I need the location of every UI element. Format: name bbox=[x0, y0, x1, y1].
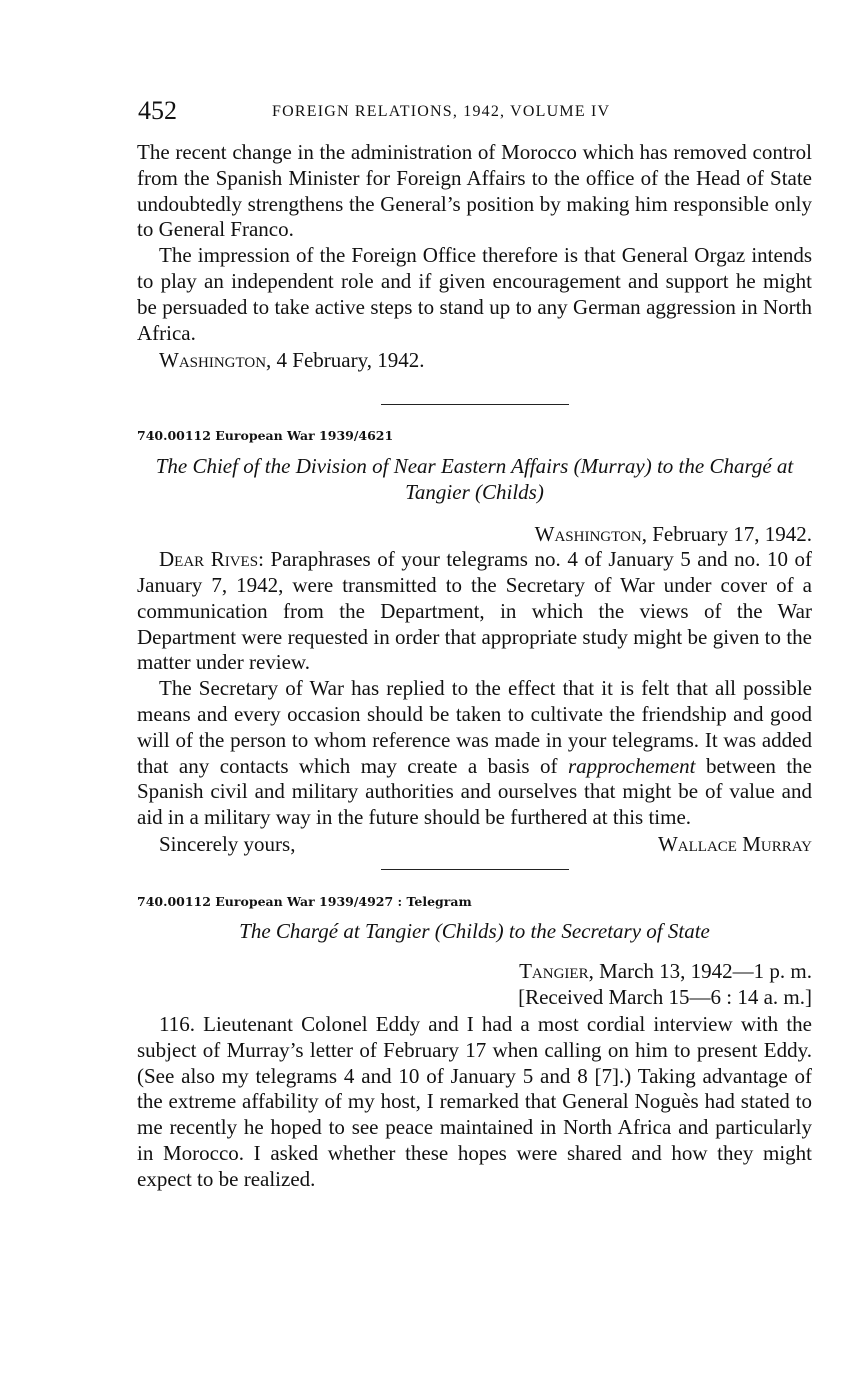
doc2-dateline bbox=[137, 958, 812, 984]
doc1-paragraph-2-text-b: between the Spanish civil and military authorities and ourselves that might be of value and aid in a military way in the future should be furthered at this time. bbox=[137, 753, 812, 830]
page-header bbox=[138, 96, 810, 126]
page-number: 452 bbox=[138, 96, 177, 125]
continuation-dateline bbox=[137, 348, 812, 374]
doc1-paragraph-1 bbox=[137, 547, 812, 676]
doc2-place: Tangier bbox=[519, 958, 589, 983]
doc1-paragraph-2 bbox=[137, 676, 812, 831]
doc2-file-reference: 740.00112 European War 1939/4927 : Telegram bbox=[137, 893, 472, 909]
doc2-received: [Received March 15—6 : 14 a. m.] bbox=[518, 984, 812, 1009]
doc1-signature: Wallace Murray bbox=[657, 831, 812, 856]
continuation-paragraph-2: The impression of the Foreign Office therefore is that General Orgaz intends to play an independent role and if given encouragement and support he might be persuaded to take active steps to stand up to any German aggression in North Africa. bbox=[137, 243, 812, 345]
continuation-paragraph-1: The recent change in the administration of Morocco which has removed control from the Spanish Minister for Foreign Affairs to the office of the Head of State undoubtedly strengthens the General’s position by making him responsible only to General Franco. bbox=[137, 140, 812, 242]
doc1-file-reference: 740.00112 European War 1939/4621 bbox=[137, 428, 394, 444]
section-divider-2 bbox=[381, 869, 569, 870]
doc1-closing: Sincerely yours, bbox=[159, 831, 296, 856]
doc1-dateline bbox=[137, 521, 812, 547]
doc1-salutation: Dear Rives bbox=[159, 547, 259, 572]
doc1-place: Washington bbox=[534, 522, 642, 547]
doc1-paragraph-1-text: : Paraphrases of your telegrams no. 4 of January 5 and no. 10 of January 7, 1942, were transmitted to the Secretary of War under cover of a communication from the Department, in which the views of the War Department were requested in order that appropriate study might be given to the matter under review. bbox=[137, 547, 812, 675]
doc2-paragraph-1: 116. Lieutenant Colonel Eddy and I had a most cordial interview with the subject of Murray’s letter of February 17 when calling on him to present Eddy. (See also my telegrams 4 and 10 of January 5 and 8 [7].) Taking advantage of the extreme affability of my host, I remarked that General Noguès had stated to me recently he hoped to see peace maintained in North Africa and particularly in Morocco. I asked whether these hopes were shared and how they might expect to be realized. bbox=[137, 1011, 812, 1191]
doc1-paragraph-2-italic: rapprochement bbox=[567, 753, 696, 778]
page-body bbox=[137, 140, 812, 1193]
doc1-signature-row bbox=[137, 831, 812, 857]
doc1-date: , February 17, 1942. bbox=[641, 522, 812, 547]
doc2-title: The Chargé at Tangier (Childs) to the Secretary of State bbox=[239, 918, 710, 943]
section-divider-1 bbox=[381, 404, 569, 405]
doc2-date: , March 13, 1942—1 p. m. bbox=[588, 958, 812, 983]
doc1-title: The Chief of the Division of Near Eastern Affairs (Murray) to the Chargé at Tangier (Childs) bbox=[155, 454, 794, 505]
running-title: FOREIGN RELATIONS, 1942, VOLUME IV bbox=[272, 103, 611, 120]
continuation-place: Washington bbox=[159, 348, 267, 373]
continuation-date: , 4 February, 1942. bbox=[266, 348, 425, 373]
doc1-paragraph-2-text-a: The Secretary of War has replied to the effect that it is felt that all possible means and every occasion should be taken to cultivate the friendship and good will of the person to whom reference was made in your telegrams. It was added that any contacts which may create a basis of bbox=[137, 676, 812, 778]
